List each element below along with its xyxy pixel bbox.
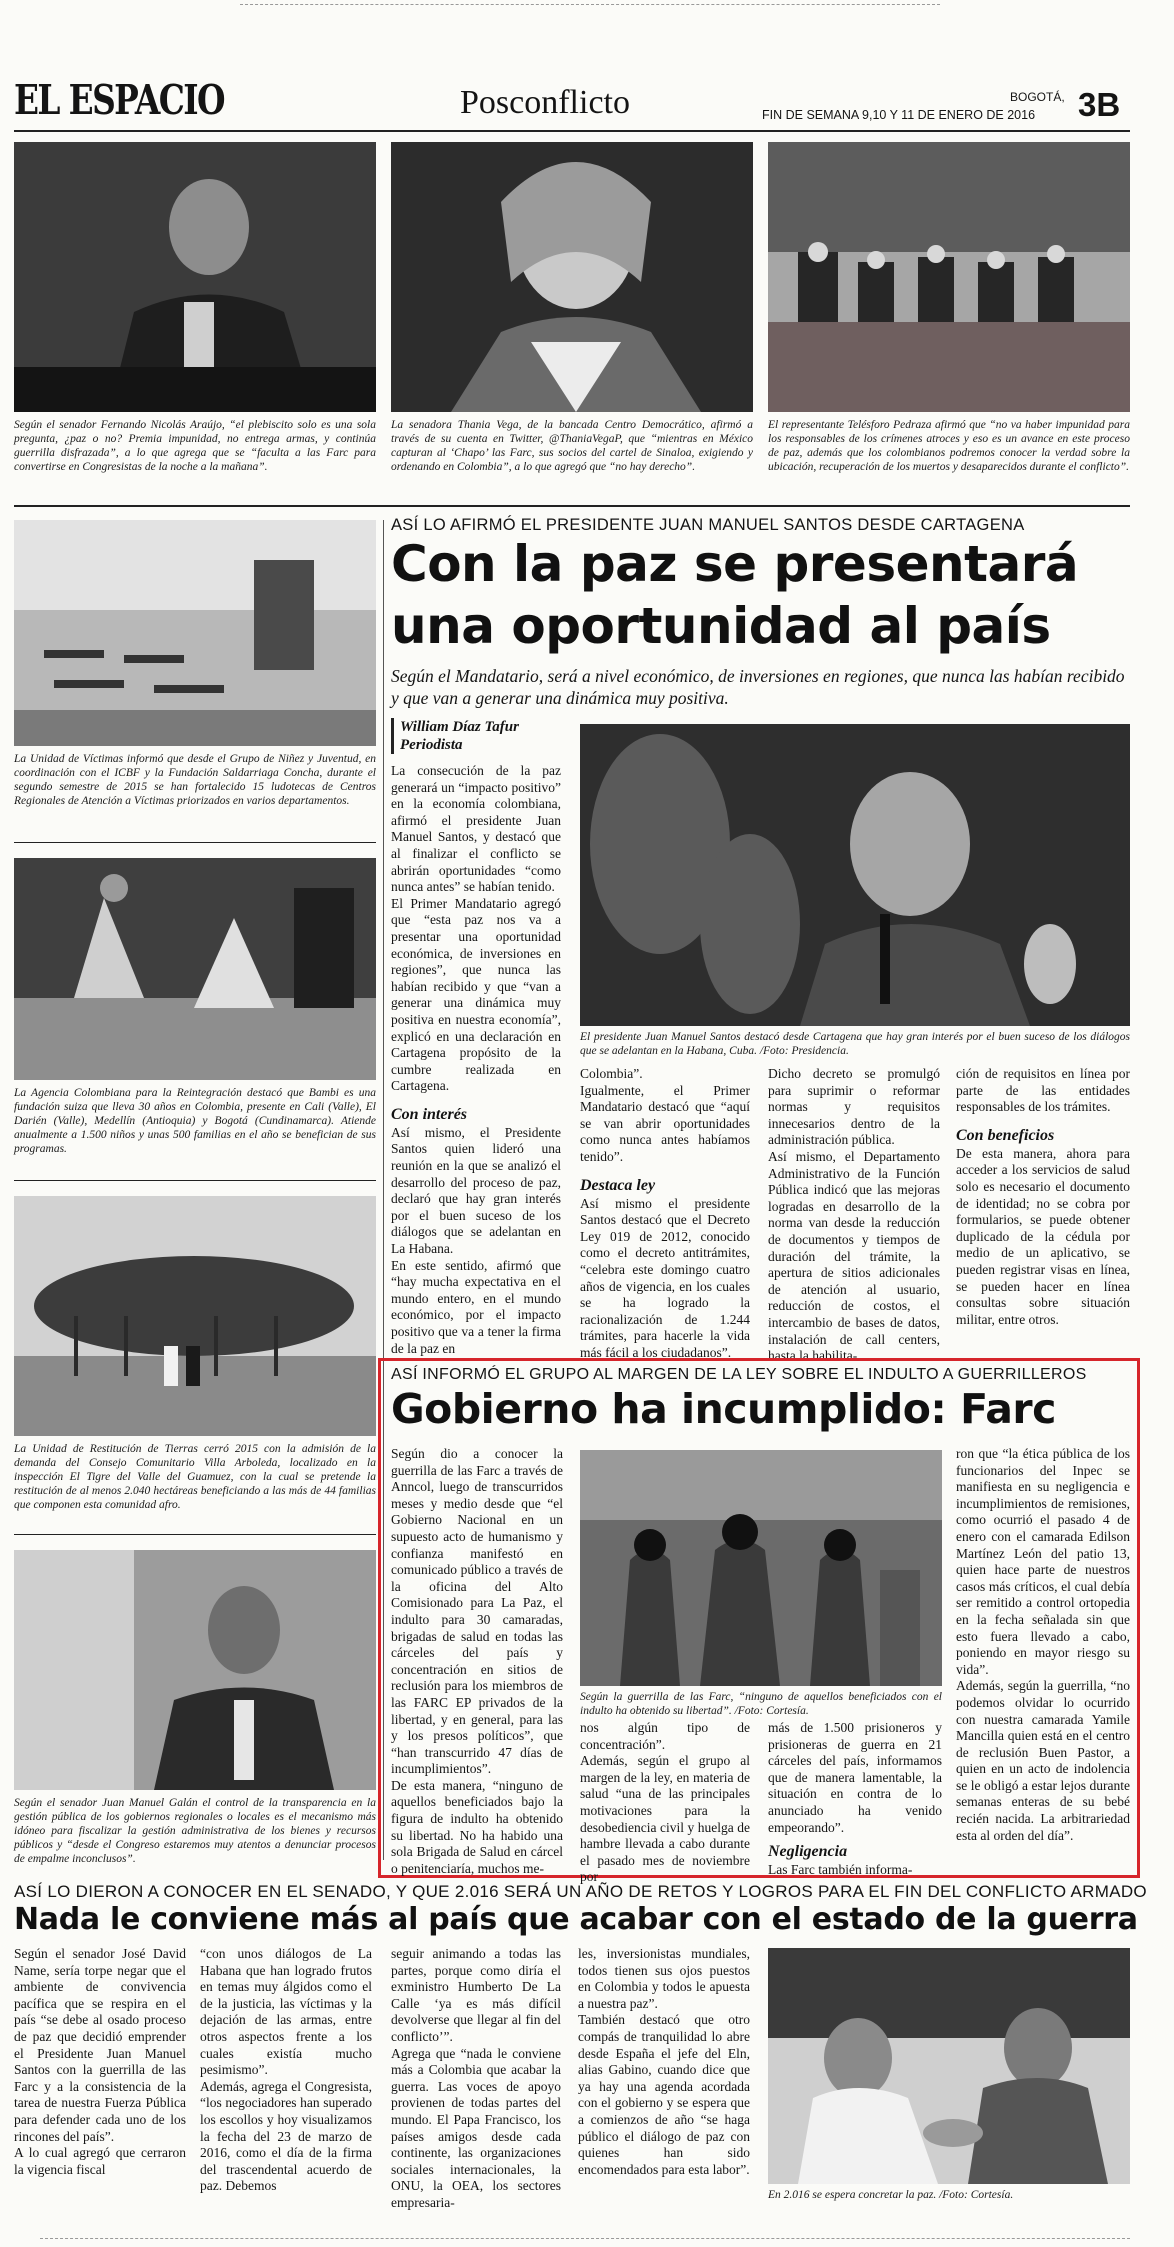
article2-column-1 xyxy=(391,1446,563,1876)
article2-kicker: ASÍ INFORMÓ EL GRUPO AL MARGEN DE LA LEY SOBRE EL INDULTO A GUERRILLEROS xyxy=(391,1366,1087,1383)
photo-ludotecas xyxy=(14,520,376,746)
article1-kicker: ASÍ LO AFIRMÓ EL PRESIDENTE JUAN MANUEL SANTOS DESDE CARTAGENA xyxy=(391,516,1025,534)
article1-headline-line1: Con la paz se presentará xyxy=(391,535,1079,593)
article1-paragraph: En este sentido, afirmó que “hay mucha expectativa en el mundo entero, en el mundo económico, por el impacto positivo que va a tener la firma de la paz en xyxy=(391,1257,561,1356)
article3-paragraph: A lo cual agregó que cerraron la vigencia fiscal xyxy=(14,2145,186,2177)
article1-paragraph: Colombia”. xyxy=(580,1066,643,1081)
article2-paragraph: nos algún tipo de concentración”. xyxy=(580,1720,750,1752)
article1-paragraph: Así mismo el presidente Santos destacó que el Decreto Ley 019 de 2012, conocido como el decreto antitrámites, “celebra este domingo cuatro años de vigencia, en los cuales se ha logrado la racionalización de 1.244 trámites, para hacerle la vida más fácil a los ciudadanos”. xyxy=(580,1195,750,1360)
article1-deck: Según el Mandatario, será a nivel económico, de inversiones en regiones, que nunca las habían recibido y que van a generar una dinámica muy positiva. xyxy=(391,666,1125,708)
dateline-date: FIN DE SEMANA 9,10 Y 11 DE ENERO DE 2016 xyxy=(762,108,1036,122)
article1-paragraph: Así mismo, el Presidente Santos quien lideró una reunión en la que se analizó el desarrollo del proceso de paz, declaró que hay gran interés por el buen suceso de los diálogos que se adelantan en La Habana. xyxy=(391,1124,561,1257)
article1-subhead-con-interes: Con interés xyxy=(391,1105,468,1123)
article2-headline: Gobierno ha incumplido: Farc xyxy=(391,1385,1056,1433)
article3-paragraph: Según el senador José David Name, sería torpe negar que el ambiente de convivencia pacífica que se respira en el país “se debe al osado proceso de paz que decidió emprender el Presidente Juan Manuel Santos con la guerrilla de las Farc y a la consistencia de la tarea de nuestra Fuerza Pública para defender cada uno de los rincones del país”. xyxy=(14,1946,186,2144)
author-name: William Díaz Tafur xyxy=(400,719,519,735)
article2-paragraph: Además, según el grupo al margen de la ley, en materia de salud “una de las principales motivaciones para la desobediencia civil y huelga de hambre llevada a cabo durante el pasado mes de noviembre por xyxy=(580,1753,750,1885)
section-title: Posconflicto xyxy=(460,84,630,121)
photo-farc-guerrillas xyxy=(580,1450,942,1686)
bottom-edge-rule xyxy=(40,2238,1130,2239)
photo-reintegracion xyxy=(14,858,376,1080)
sidebar-rule-1 xyxy=(14,842,376,843)
article3-paragraph: les, inversionistas mundiales, todos tienen sus ojos puestos en Colombia y todos le apuesta a nuestra paz”. xyxy=(578,1946,750,2011)
article1-column-4 xyxy=(956,1066,1130,1356)
caption-handshake: En 2.016 se espera concretar la paz. /Foto: Cortesía. xyxy=(768,2189,1014,2201)
caption-unidad-victimas: La Unidad de Víctimas informó que desde el Grupo de Niñez y Juventud, en coordinación con el ICBF y la Fundación Saldarriaga Concha, durante el segundo semestre de 2015 se han fortalecido 15 ludotecas de Centros Regionales de Atención a Víctimas priorizados en varios departamentos. xyxy=(14,753,376,807)
photo-santos-cartagena xyxy=(580,724,1130,1026)
article1-column-3 xyxy=(768,1066,940,1364)
article2-paragraph: Según dio a conocer la guerrilla de las Farc a través de Anncol, luego de transcurridos meses y medio desde que “el Gobierno Nacional en un supuesto acto de humanismo y confianza manifestó en comunicado público a través de la oficina del Alto Comisionado para La Paz, el indulto para 30 camaradas, brigadas de salud en todas las cárceles del país y concentración en sitios de reclusión para los miembros de las FARC EP privados de la libertad, y en general, para las y los presos políticos”, que “han transcurrido 47 días de incumplimientos”. xyxy=(391,1446,563,1777)
photo-pedraza-congress xyxy=(768,142,1130,412)
article2-subhead-negligencia: Negligencia xyxy=(768,1843,848,1861)
article1-column-1 xyxy=(391,763,561,1357)
article3-column-1 xyxy=(14,1946,186,2211)
article1-subhead-destaca-ley: Destaca ley xyxy=(580,1176,656,1194)
article2-column-2 xyxy=(580,1720,750,1885)
caption-restitucion: La Unidad de Restitución de Tierras cerró 2015 con la admisión de la demanda del Consejo Comunitario Villa Arboleda, localizado en la inspección El Tigre del Valle del Guamuez, con la cual se pretende la restitución de al menos 2.040 hectáreas beneficiando a las más de 44 familias que componen esta comunidad afro. xyxy=(14,1443,376,1511)
article1-paragraph: De esta manera, ahora para acceder a los servicios de salud solo es necesario el documento de identidad; no se cobra por formularios, se puede obtener duplicado de la cédula por medio de un aplicativo, se pueden registrar visas en línea, se pueden hacer en línea consultas sobre situación militar, entre otros. xyxy=(956,1145,1130,1327)
caption-reintegracion: La Agencia Colombiana para la Reintegración destacó que Bambi es una fundación suiza que lleva 30 años en Colombia, presente en Cali (Valle), El Darién (Valle), Medellín (Antioquia) y Bogotá (Cundinamarca). Atiende anualmente a 1.500 niños y unas 500 familias en el año se benefician de sus programas. xyxy=(14,1087,376,1155)
photo-juan-manuel-galan xyxy=(14,1550,376,1790)
caption-araujo: Según el senador Fernando Nicolás Araújo, “el plebiscito solo es una sola pregunta, ¿paz o no? Premia impunidad, no entrega armas, y continúa guerrilla disfrazada”, a lo que agrega que se “faculta a las Farc para convertirse en Congresistas de la noche a la mañana”. xyxy=(14,419,376,473)
author-role: Periodista xyxy=(400,737,463,753)
page-number: 3B xyxy=(1078,86,1121,123)
article1-paragraph: Igualmente, el Primer Mandatario destacó que “aquí se van abrir oportunidades como nunca antes habíamos tenido”. xyxy=(580,1082,750,1164)
article3-column-3 xyxy=(391,1946,561,2211)
article2-column-4 xyxy=(956,1446,1130,1872)
brand-logo: EL ESPACIO xyxy=(14,76,224,124)
article2-paragraph: más de 1.500 prisioneros y prisioneras de guerra en 21 cárceles del país, informamos que de manera lamentable, la situación en contra de lo anunciado ha venido empeorando”. xyxy=(768,1720,942,1835)
caption-pedraza: El representante Telésforo Pedraza afirmó que “no va haber impunidad para los responsables de los crímenes atroces y eso es un avance en este proceso de paz, además que los colombianos podremos conocer la verdad sobre la ubicación, recuperación de los muertos y desaparecidos durante el conflicto”. xyxy=(768,419,1130,473)
article1-paragraph: La consecución de la paz generará un “impacto positivo” en la economía colombiana, afirmó el presidente Juan Manuel Santos, y destacó que al finalizar el conflicto se abrirán oportunidades “como nunca antes” se habían tenido. xyxy=(391,763,561,895)
article2-paragraph: De esta manera, “ninguno de aquellos beneficiados bajo la figura de indulto ha obtenido su libertad. No ha habido una sola Brigada de Salud en cárcel o penitenciaría, muchos me- xyxy=(391,1777,563,1876)
article2-paragraph: Además, según la guerrilla, “no podemos olvidar lo ocurrido con nuestra camarada Yamile Mancilla quien está en el centro de reclusión Buen Pastor, a quien en un acto de indolencia se le obligó a estar lejos durante semanas enteras de su bebé recién nacida. La arbitrariedad esta al orden del día”. xyxy=(956,1678,1130,1843)
photo-handshake xyxy=(768,1948,1130,2184)
masthead-rule xyxy=(14,130,1130,132)
top-row-rule xyxy=(14,505,1130,507)
article2-column-3 xyxy=(768,1720,942,1878)
masthead xyxy=(0,0,1174,130)
article3-paragraph: También destacó que otro compás de tranquilidad lo abre desde España el jefe del Eln, alias Gabino, cuando dice que ya hay una agenda acordada con el gobierno y se espera que a comienzos de año “se haga público el diálogo de paz con quienes han sido encomendados para esta labor”. xyxy=(578,2012,750,2177)
caption-farc: Según la guerrilla de las Farc, “ninguno de aquellos beneficiados con el indulto ha obtenido su libertad”. /Foto: Cortesía. xyxy=(580,1691,942,1717)
article1-subhead-con-beneficios: Con beneficios xyxy=(956,1126,1055,1144)
article3-paragraph: Además, agrega el Congresista, “los negociadores han superado los escollos y hoy visualizamos la fecha del 23 de marzo de 2016, como el día de la firma del trascendental acuerdo de paz. Debemos xyxy=(200,2078,372,2194)
sidebar-rule-3 xyxy=(14,1534,376,1535)
article3-kicker: ASÍ LO DIERON A CONOCER EN EL SENADO, Y QUE 2.016 SERÁ UN AÑO DE RETOS Y LOGROS PARA EL FIN DEL CONFLICTO ARMADO xyxy=(14,1882,1147,1901)
article3-headline: Nada le conviene más al país que acabar con el estado de la guerra xyxy=(14,1902,1138,1937)
article3-column-2 xyxy=(200,1946,372,2211)
article1-paragraph: Dicho decreto se promulgó para suprimir o reformar normas y requisitos innecesarios dentro de la administración pública. xyxy=(768,1066,940,1148)
article3-paragraph: “con unos diálogos de La Habana que han logrado frutos en temas muy álgidos como el de la justicia, las víctimas y la dejación de las armas, entre otros aspectos frente a los cuales existía mucho pesimismo”. xyxy=(200,1946,372,2078)
caption-galan: Según el senador Juan Manuel Galán el control de la transparencia en la gestión pública de los gobiernos regionales o locales es el mecanismo más idóneo para fiscalizar la gestión administrativa de los bienes y recursos públicos y “desde el Congreso estaremos muy atentos a denunciar procesos de empalme inconclusos”. xyxy=(14,1797,376,1865)
caption-thania-vega: La senadora Thania Vega, de la bancada Centro Democrático, afirmó a través de su cuenta en Twitter, @ThaniaVegaP, que “mientras en México capturan al ‘Chapo’ las Farc, sus socios del cartel de Sinaloa, exigiendo y ordenando en Colombia”, a lo que agregó que “no hay derecho”. xyxy=(391,419,753,473)
article3-column-4 xyxy=(578,1946,750,2211)
article2-paragraph: Las Farc también informa- xyxy=(768,1862,913,1878)
dateline-city: BOGOTÁ, xyxy=(1010,90,1065,104)
photo-araujo xyxy=(14,142,376,412)
article3-paragraph: seguir animando a todas las partes, porque como diría el exministro Humberto De La Calle ‘ya es más difícil devolverse que llegar al fin del conflicto’”. xyxy=(391,1946,561,2044)
article1-paragraph: Así mismo, el Departamento Administrativo de la Función Pública indicó que las mejoras logradas en desarrollo de la norma van desde la reducción de documentos y tiempos de duración del trámite, la apertura de sitios adicionales de atención al usuario, reducción de costos, el intercambio de bases de datos, instalación de call centers, hasta la habilita- xyxy=(768,1148,940,1364)
article1-byline xyxy=(391,718,519,754)
article2-paragraph: ron que “la ética pública de los funcionarios del Inpec se manifiesta en su negligencia e incumplimientos de remisiones, como ocurrió el pasado 4 de enero con el camarada Edilson Martínez León del patio 13, quien hace parte de nuestros casos más críticos, el cual debía ser remitido a control ortopedia en la fecha señalada sin que esto fuera llevado a cabo, poniendo en mayor riesgo su vida”. xyxy=(956,1446,1130,1677)
article1-paragraph: ción de requisitos en línea por parte de las entidades responsables de los trámites. xyxy=(956,1066,1130,1115)
article1-paragraph: El Primer Mandatario agregó que “esta paz nos va a presentar una oportunidad económica, de inversiones en regiones”, que nunca las habían recibido y que “van a generar una dinámica muy positiva en nuestra economía”, explicó en una declaración en Cartagena propósito de la cumbre realizada en Cartagena. xyxy=(391,895,561,1094)
caption-santos: El presidente Juan Manuel Santos destacó desde Cartagena que hay gran interés por el buen suceso de los diálogos que se adelantan en la Habana, Cuba. /Foto: Presidencia. xyxy=(580,1031,1130,1057)
sidebar-rule-2 xyxy=(14,1180,376,1181)
article1-column-2 xyxy=(580,1066,750,1360)
top-edge-rule xyxy=(240,4,940,5)
photo-restitucion-tierras xyxy=(14,1196,376,1436)
photo-thania-vega xyxy=(391,142,753,412)
article3-paragraph: Agrega que “nada le conviene más a Colombia que acabar la guerra. Las voces de apoyo provienen de todas partes del mundo. El Papa Francisco, los países amigos desde cada continente, las organizaciones sociales internacionales, la ONU, la OEA, los sectores empresaria- xyxy=(391,2045,561,2210)
article1-headline-line2: una oportunidad al país xyxy=(391,597,1051,655)
